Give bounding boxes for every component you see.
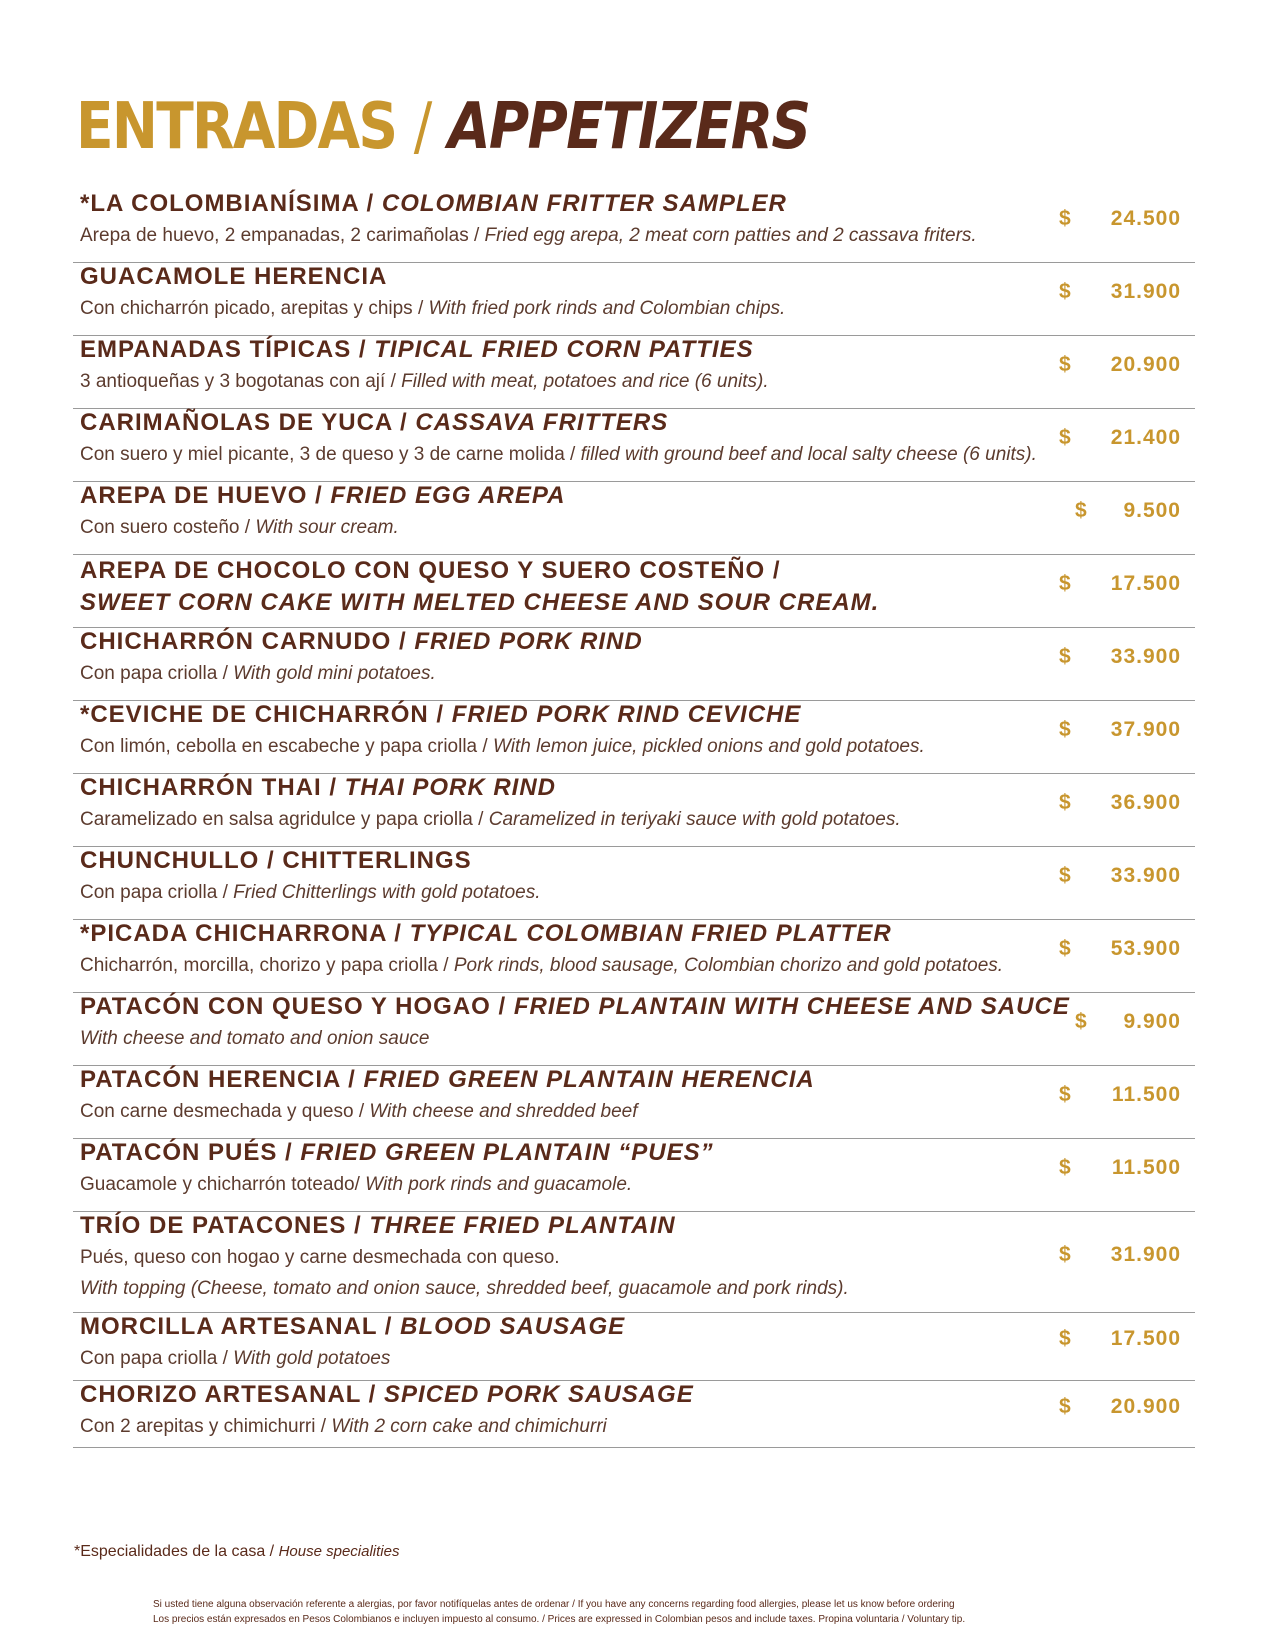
price-currency: $ xyxy=(1059,791,1072,814)
price-value: 33.900 xyxy=(1110,645,1181,668)
price-value: 31.900 xyxy=(1110,280,1181,303)
item-description xyxy=(80,517,399,539)
item-description xyxy=(80,882,540,904)
item-description-english: Pork rinds, blood sausage, Colombian chorizo and gold potatoes. xyxy=(453,955,1004,976)
item-name-english: FRIED EGG AREPA xyxy=(330,482,566,509)
item-name-english: FRIED PLANTAIN WITH CHEESE AND SAUCE xyxy=(513,993,1070,1020)
item-description-english: With 2 corn cake and chimichurri xyxy=(331,1416,607,1437)
item-name-spanish: *LA COLOMBIANÍSIMA / xyxy=(80,190,375,217)
price-value: 11.500 xyxy=(1111,1083,1181,1106)
footnote-english: House specialities xyxy=(278,1543,400,1560)
item-description xyxy=(80,1174,632,1196)
item-name-english: TIPICAL FRIED CORN PATTIES xyxy=(374,336,754,363)
item-name xyxy=(80,336,754,364)
item-description xyxy=(80,1348,390,1370)
menu-list xyxy=(73,190,1195,1448)
item-description-english: Caramelized in teriyaki sauce with gold potatoes. xyxy=(488,809,901,830)
footnote xyxy=(74,1543,399,1561)
price-value: 20.900 xyxy=(1110,1395,1181,1418)
item-description xyxy=(80,225,977,247)
price-currency: $ xyxy=(1059,937,1072,960)
item-description-spanish: Con suero y miel picante, 3 de queso y 3 de carne molida / xyxy=(80,444,576,465)
title-separator: / xyxy=(413,90,431,164)
item-description-english: With fried pork rinds and Colombian chips. xyxy=(428,298,786,319)
item-name xyxy=(80,1313,625,1341)
item-description-english: Filled with meat, potatoes and rice (6 units). xyxy=(401,371,769,392)
footnote-spanish: *Especialidades de la casa / xyxy=(74,1543,275,1560)
item-description-english: With gold mini potatoes. xyxy=(233,663,436,684)
item-name xyxy=(80,263,387,291)
item-price xyxy=(1059,207,1181,231)
item-description-spanish: 3 antioqueñas y 3 bogotanas con ají / xyxy=(80,371,396,392)
price-currency: $ xyxy=(1059,1083,1072,1106)
item-name-spanish: EMPANADAS TÍPICAS / xyxy=(80,336,367,363)
item-description-english: Fried egg arepa, 2 meat corn patties and 2 cassava friters. xyxy=(484,225,977,246)
item-price xyxy=(1059,718,1181,742)
item-description-spanish: Caramelizado en salsa agridulce y papa criolla / xyxy=(80,809,484,830)
item-description xyxy=(80,444,1037,466)
item-description-english: With sour cream. xyxy=(255,517,399,538)
price-value: 21.400 xyxy=(1110,426,1181,449)
price-value: 17.500 xyxy=(1110,572,1181,595)
item-name-spanish: PATACÓN PUÉS / xyxy=(80,1139,293,1166)
price-currency: $ xyxy=(1059,1395,1072,1418)
item-price xyxy=(1059,280,1181,304)
item-name-spanish: CHICHARRÓN THAI / xyxy=(80,774,337,801)
menu-item xyxy=(73,1139,1195,1212)
item-name xyxy=(80,847,472,875)
item-price xyxy=(1059,937,1181,961)
price-value: 53.900 xyxy=(1110,937,1181,960)
item-description-spanish: Guacamole y chicharrón toteado/ xyxy=(80,1174,360,1195)
item-description xyxy=(80,298,785,320)
item-name-english: THAI PORK RIND xyxy=(344,774,557,801)
price-currency: $ xyxy=(1059,1156,1072,1179)
legal-line-allergies: Si usted tiene alguna observación referente a alergias, por favor notifíquelas antes de ordenar / If you have any concerns regarding food allergies, please let us know before ordering xyxy=(153,1599,955,1610)
item-price xyxy=(1059,1395,1181,1419)
item-description xyxy=(80,1101,638,1123)
item-name-spanish: MORCILLA ARTESANAL / xyxy=(80,1313,393,1340)
price-currency: $ xyxy=(1059,645,1072,668)
price-value: 33.900 xyxy=(1110,864,1181,887)
item-name-english: CASSAVA FRITTERS xyxy=(415,409,669,436)
item-name-spanish: AREPA DE CHOCOLO CON QUESO Y SUERO COSTEÑO / xyxy=(80,557,781,584)
price-currency: $ xyxy=(1059,1327,1072,1350)
item-description-spanish: Pués, queso con hogao y carne desmechada con queso. xyxy=(80,1247,560,1268)
item-description-spanish: Con papa criolla / xyxy=(80,1348,228,1369)
item-description-english: With cheese and tomato and onion sauce xyxy=(80,1028,430,1049)
page-title xyxy=(76,92,809,162)
item-name-english: SWEET CORN CAKE WITH MELTED CHEESE AND SOUR CREAM. xyxy=(80,589,880,616)
title-english: APPETIZERS xyxy=(448,90,810,164)
item-name xyxy=(80,920,892,948)
item-name-spanish: CARIMAÑOLAS DE YUCA / xyxy=(80,409,408,436)
menu-item xyxy=(73,847,1195,920)
item-name xyxy=(80,774,556,802)
item-description xyxy=(80,809,901,831)
item-description-spanish: Con 2 arepitas y chimichurri / xyxy=(80,1416,327,1437)
item-name xyxy=(80,482,565,510)
item-description xyxy=(80,1028,429,1050)
item-name-spanish: *CEVICHE DE CHICHARRÓN / xyxy=(80,701,445,728)
item-name-spanish: CHUNCHULLO / CHITTERLINGS xyxy=(80,847,472,874)
menu-item xyxy=(73,190,1195,263)
item-name xyxy=(80,1066,815,1094)
item-name-spanish: CHORIZO ARTESANAL / xyxy=(80,1381,377,1408)
item-price xyxy=(1059,1156,1181,1180)
item-name-spanish: *PICADA CHICHARRONA / xyxy=(80,920,402,947)
price-currency: $ xyxy=(1059,572,1072,595)
price-value: 36.900 xyxy=(1110,791,1181,814)
item-price xyxy=(1075,499,1181,523)
menu-item xyxy=(73,263,1195,336)
item-name-spanish: AREPA DE HUEVO / xyxy=(80,482,323,509)
item-price xyxy=(1059,353,1181,377)
item-description-english: With pork rinds and guacamole. xyxy=(365,1174,633,1195)
menu-item xyxy=(73,1313,1195,1381)
menu-item xyxy=(73,701,1195,774)
legal-line-prices: Los precios están expresados en Pesos Colombianos e incluyen impuesto al consumo. / Prices are expressed in Colombian pesos and include taxes. Propina voluntaria / Voluntary tip. xyxy=(153,1614,966,1625)
item-name-english: FRIED PORK RIND xyxy=(414,628,643,655)
price-value: 20.900 xyxy=(1110,353,1181,376)
item-name-spanish: CHICHARRÓN CARNUDO / xyxy=(80,628,407,655)
menu-item xyxy=(73,774,1195,847)
menu-item xyxy=(73,409,1195,482)
item-description-spanish: Con carne desmechada y queso / xyxy=(80,1101,365,1122)
item-description-spanish: Con limón, cebolla en escabeche y papa criolla / xyxy=(80,736,488,757)
item-price xyxy=(1075,1010,1181,1034)
price-currency: $ xyxy=(1059,718,1072,741)
menu-item xyxy=(73,920,1195,993)
item-name-english: COLOMBIAN FRITTER SAMPLER xyxy=(381,190,787,217)
item-price xyxy=(1059,864,1181,888)
price-value: 31.900 xyxy=(1110,1243,1181,1266)
price-currency: $ xyxy=(1075,1010,1088,1033)
menu-item xyxy=(73,555,1195,628)
item-name-english: SPICED PORK SAUSAGE xyxy=(384,1381,694,1408)
item-name-english: BLOOD SAUSAGE xyxy=(400,1313,626,1340)
item-price xyxy=(1059,645,1181,669)
item-description-spanish: Con suero costeño / xyxy=(80,517,251,538)
menu-item xyxy=(73,628,1195,701)
menu-item xyxy=(73,482,1195,555)
item-name-english: FRIED GREEN PLANTAIN HERENCIA xyxy=(363,1066,815,1093)
item-description-spanish: Con papa criolla / xyxy=(80,663,228,684)
item-name xyxy=(80,701,801,729)
item-name xyxy=(80,993,1070,1021)
item-price xyxy=(1059,426,1181,450)
price-currency: $ xyxy=(1059,353,1072,376)
price-currency: $ xyxy=(1059,1243,1072,1266)
price-currency: $ xyxy=(1059,207,1072,230)
item-price xyxy=(1059,791,1181,815)
item-price xyxy=(1059,572,1181,596)
item-name xyxy=(80,409,668,437)
menu-item xyxy=(73,1381,1195,1448)
item-description-english: With lemon juice, pickled onions and gold potatoes. xyxy=(492,736,925,757)
item-name-spanish: GUACAMOLE HERENCIA xyxy=(80,263,388,290)
legal-notice xyxy=(153,1597,965,1627)
price-currency: $ xyxy=(1075,499,1088,522)
item-description-english: With cheese and shredded beef xyxy=(369,1101,638,1122)
item-price xyxy=(1059,1083,1181,1107)
menu-item xyxy=(73,336,1195,409)
item-name xyxy=(80,628,643,656)
item-description xyxy=(80,371,769,393)
item-description-spanish: Con chicharrón picado, arepitas y chips / xyxy=(80,298,424,319)
item-price xyxy=(1059,1243,1181,1267)
item-name xyxy=(80,1381,694,1409)
item-name-spanish: PATACÓN CON QUESO Y HOGAO / xyxy=(80,993,507,1020)
item-description-english: With gold potatoes xyxy=(233,1348,391,1369)
item-description-english: filled with ground beef and local salty cheese (6 units). xyxy=(580,444,1037,465)
item-description xyxy=(80,955,1003,977)
item-description xyxy=(80,663,436,685)
item-name xyxy=(80,190,787,218)
menu-item xyxy=(73,993,1195,1066)
title-spanish: ENTRADAS xyxy=(76,90,397,164)
item-name-english: FRIED PORK RIND CEVICHE xyxy=(451,701,802,728)
item-description xyxy=(80,1416,607,1438)
item-description-spanish: Chicharrón, morcilla, chorizo y papa criolla / xyxy=(80,955,449,976)
item-name-english: FRIED GREEN PLANTAIN “PUES” xyxy=(300,1139,714,1166)
price-value: 9.500 xyxy=(1123,499,1181,522)
item-description-english: Fried Chitterlings with gold potatoes. xyxy=(233,882,541,903)
item-description xyxy=(80,736,925,758)
item-description-spanish: Arepa de huevo, 2 empanadas, 2 carimañolas / xyxy=(80,225,480,246)
item-name xyxy=(80,1212,676,1240)
price-currency: $ xyxy=(1059,280,1072,303)
item-description-english: With topping (Cheese, tomato and onion sauce, shredded beef, guacamole and pork rinds). xyxy=(80,1278,849,1299)
menu-item xyxy=(73,1066,1195,1139)
price-value: 24.500 xyxy=(1110,207,1181,230)
item-price xyxy=(1059,1327,1181,1351)
item-name-english: THREE FRIED PLANTAIN xyxy=(369,1212,676,1239)
price-value: 9.900 xyxy=(1123,1010,1181,1033)
item-name-spanish: TRÍO DE PATACONES / xyxy=(80,1212,362,1239)
item-description xyxy=(80,1242,849,1304)
price-value: 11.500 xyxy=(1111,1156,1181,1179)
price-currency: $ xyxy=(1059,426,1072,449)
item-name-spanish: PATACÓN HERENCIA / xyxy=(80,1066,356,1093)
item-name-english: TYPICAL COLOMBIAN FRIED PLATTER xyxy=(409,920,892,947)
item-description-spanish: Con papa criolla / xyxy=(80,882,228,903)
item-name xyxy=(80,555,879,619)
price-value: 17.500 xyxy=(1110,1327,1181,1350)
item-name xyxy=(80,1139,714,1167)
menu-item xyxy=(73,1212,1195,1313)
price-currency: $ xyxy=(1059,864,1072,887)
price-value: 37.900 xyxy=(1110,718,1181,741)
